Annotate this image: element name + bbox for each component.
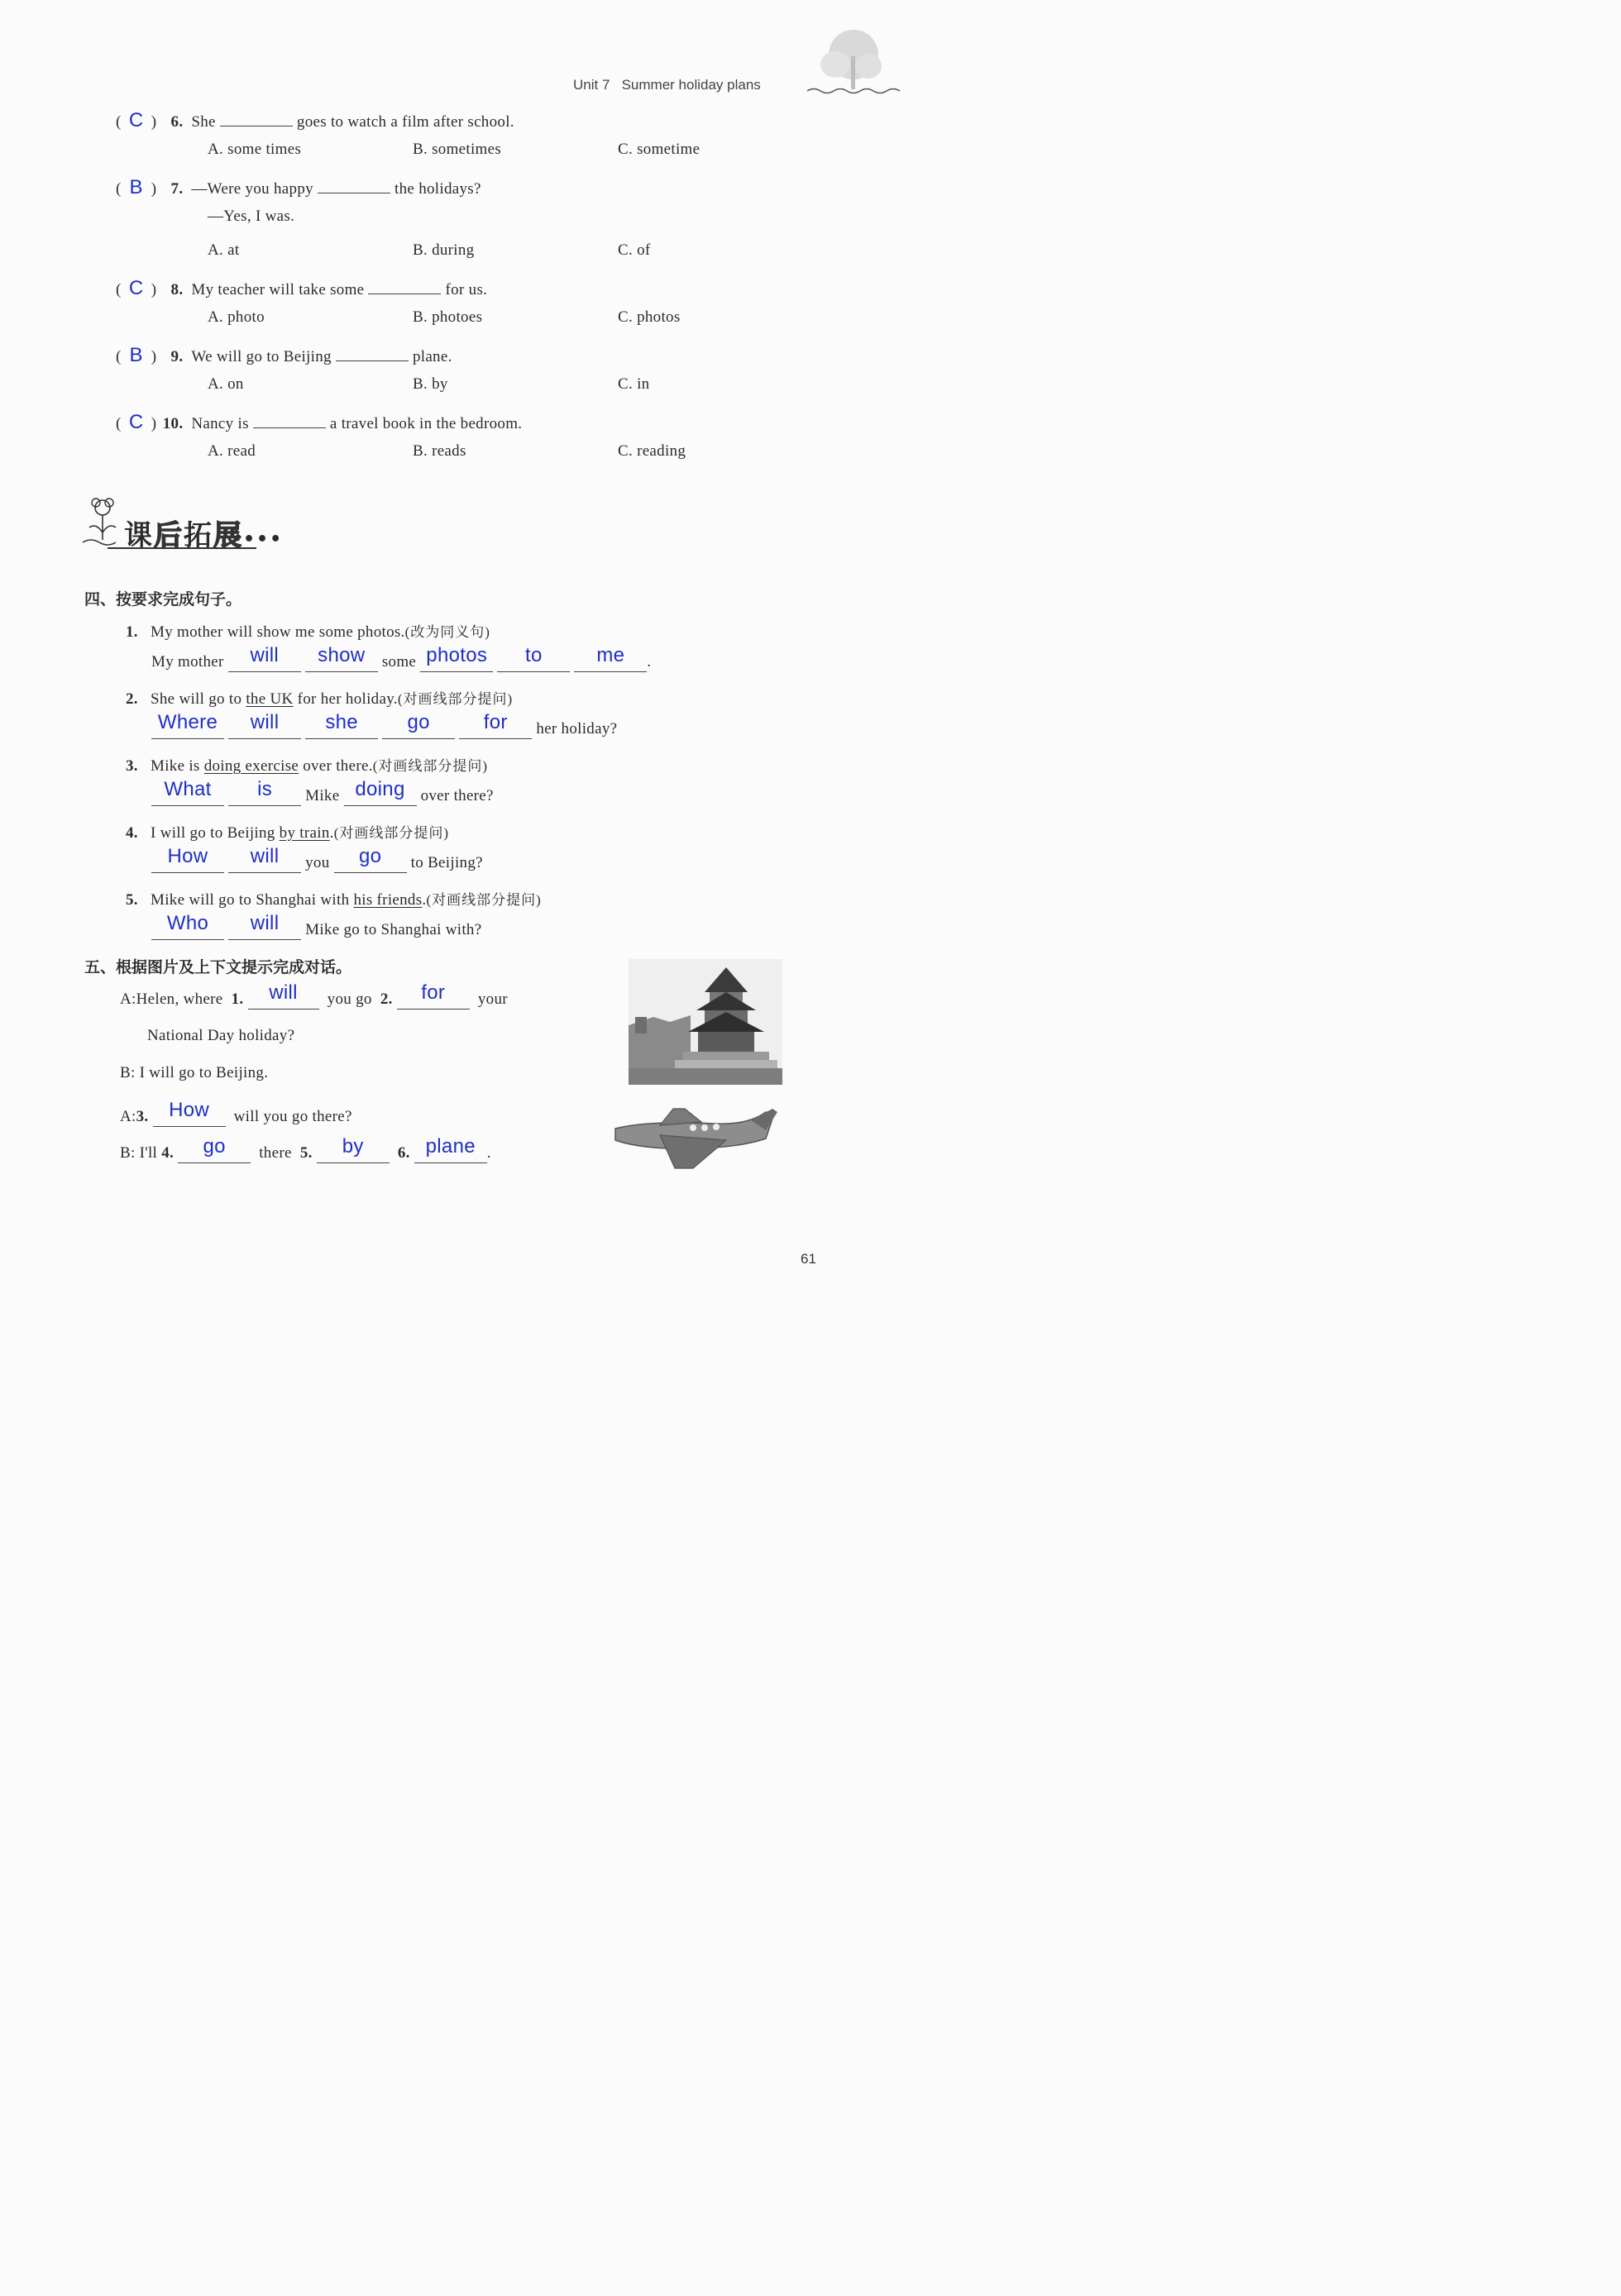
- option: C. sometime: [618, 141, 701, 158]
- answer-text: doing: [355, 778, 405, 800]
- dialog-line-4: B: I'll 4. go there 5. by 6. plane .: [120, 1135, 491, 1162]
- dialog-line-1b: National Day holiday?: [147, 1027, 295, 1044]
- question-stem: the holidays?: [394, 180, 481, 198]
- banner-char: 展: [213, 519, 243, 552]
- answer-blank: [334, 845, 407, 873]
- answer-blank: [305, 644, 378, 672]
- option: B. sometimes: [413, 141, 502, 158]
- answer-blank: [368, 275, 441, 294]
- answer-blank: [228, 644, 301, 672]
- item-number: 1.: [126, 623, 138, 641]
- item-number: 2.: [126, 690, 138, 708]
- dialog-line-3: A:3. How will you go there?: [120, 1099, 352, 1125]
- page-header: [573, 77, 761, 93]
- unit-label: Unit 7: [573, 77, 610, 93]
- sentence-prompt: 2. She will go to the UK for her holiday.(对画线部分提问): [126, 690, 514, 708]
- mc-question: ( C ) 8. My teacher will take some for us.: [116, 277, 488, 299]
- answer-text: she: [325, 711, 358, 733]
- answer-blank: [228, 912, 301, 940]
- mc-question: ( C ) 10. Nancy is a travel book in the bedroom.: [116, 411, 523, 433]
- question-stem: We will go to Beijing: [191, 348, 332, 365]
- answer-text: is: [257, 778, 273, 800]
- question-number: 9.: [170, 348, 184, 365]
- question-number: 8.: [170, 281, 184, 298]
- answer-blank: [420, 644, 493, 672]
- sentence-prompt: 5. Mike will go to Shanghai with his friends.(对画线部分提问): [126, 891, 542, 909]
- section-banner: 课后拓展•••: [124, 519, 284, 552]
- answer-line: Who will Mike go to Shanghai with?: [151, 921, 481, 940]
- answer-text: go: [358, 845, 382, 867]
- instruction-note: (改为同义句): [404, 624, 490, 640]
- answer-text: will: [250, 912, 280, 934]
- question-stem: plane.: [412, 348, 452, 365]
- option: B. photoes: [413, 308, 483, 326]
- banner-char: 后: [154, 519, 184, 552]
- dialog-line-1: A:Helen, where 1. will you go 2. for your: [120, 981, 508, 1008]
- answer-text: go: [203, 1135, 226, 1158]
- answer-text: Who: [166, 912, 209, 934]
- option: C. photos: [618, 308, 681, 326]
- option: C. reading: [618, 442, 686, 460]
- answer-text: go: [407, 711, 430, 733]
- option: C. in: [618, 375, 650, 393]
- answer-blank: [151, 711, 224, 739]
- answer-blank: [228, 711, 301, 739]
- section4-title: 四、按要求完成句子。: [84, 590, 242, 609]
- item-number: 5.: [126, 891, 138, 909]
- question-stem: a travel book in the bedroom.: [329, 415, 523, 432]
- question-stem: Nancy is: [191, 415, 249, 432]
- mc-answer: C: [128, 109, 144, 131]
- answer-blank: [382, 711, 455, 739]
- answer-blank: [344, 778, 417, 806]
- question-stem: —Were you happy: [191, 180, 313, 198]
- answer-text: will: [250, 711, 280, 733]
- answer-blank: [228, 778, 301, 806]
- answer-text: How: [167, 845, 208, 867]
- banner-underline: [108, 547, 256, 549]
- mc-answer: C: [128, 411, 144, 433]
- item-number: 3.: [126, 757, 138, 775]
- answer-text: to: [524, 644, 543, 666]
- answer-text: will: [250, 644, 279, 666]
- instruction-note: (对画线部分提问): [426, 892, 542, 908]
- mc-answer: B: [129, 176, 143, 198]
- option: C. of: [618, 241, 651, 259]
- question-number: 7.: [170, 180, 184, 198]
- answer-blank: [574, 644, 647, 672]
- answer-blank: [497, 644, 570, 672]
- answer-text: What: [164, 778, 212, 800]
- instruction-note: (对画线部分提问): [372, 758, 489, 774]
- option: A. on: [208, 375, 244, 393]
- answer-text: How: [169, 1099, 209, 1121]
- dialog-line-2: B: I will go to Beijing.: [120, 1064, 269, 1081]
- flower-icon: [81, 494, 124, 551]
- temple-of-heaven-image: [629, 959, 782, 1085]
- mc-answer: B: [129, 344, 143, 366]
- page-number: 61: [801, 1251, 816, 1267]
- answer-blank: [305, 711, 378, 739]
- tree-icon: [804, 23, 905, 96]
- option: B. by: [413, 375, 448, 393]
- answer-blank: [151, 845, 224, 873]
- answer-blank: [318, 174, 390, 193]
- answer-line: What is Mike doing over there?: [151, 787, 494, 806]
- sentence-prompt: 3. Mike is doing exercise over there.(对画线部分提问): [126, 757, 489, 775]
- instruction-note: (对画线部分提问): [397, 691, 514, 707]
- answer-text: show: [318, 644, 366, 666]
- instruction-note: (对画线部分提问): [333, 825, 450, 841]
- mc-question: ( C ) 6. She goes to watch a film after school.: [116, 109, 514, 131]
- answer-text: for: [483, 711, 508, 733]
- answer-text: will: [269, 981, 298, 1004]
- question-number: 10.: [162, 415, 184, 432]
- answer-text: plane: [425, 1135, 476, 1158]
- question-number: 6.: [170, 113, 184, 131]
- answer-blank: [151, 912, 224, 940]
- option: B. reads: [413, 442, 466, 460]
- answer-blank: [220, 107, 293, 126]
- answer-blank: [228, 845, 301, 873]
- answer-text: photos: [426, 644, 488, 666]
- banner-char: 拓: [184, 519, 213, 552]
- answer-blank: [459, 711, 532, 739]
- question-stem: She: [191, 113, 216, 131]
- question-stem: for us.: [445, 281, 488, 298]
- answer-line: How will you go to Beijing?: [151, 854, 483, 873]
- answer-text: me: [596, 644, 625, 666]
- section5-title: 五、根据图片及上下文提示完成对话。: [84, 958, 352, 976]
- answer-blank: [336, 342, 409, 361]
- answer-text: for: [421, 981, 446, 1004]
- mc-question: ( B ) 9. We will go to Beijing plane.: [116, 344, 452, 366]
- question-stem: My teacher will take some: [191, 281, 365, 298]
- sentence-prompt: 1. My mother will show me some photos.(改为同义句): [126, 623, 490, 641]
- mc-question: ( B ) 7. —Were you happy the holidays?: [116, 176, 481, 198]
- answer-line: Where will she go for her holiday?: [151, 720, 617, 739]
- answer-text: Where: [157, 711, 218, 733]
- mc-answer: C: [128, 277, 144, 299]
- answer-text: by: [342, 1135, 364, 1158]
- answer-line: My mother will show some photos to me .: [151, 644, 652, 671]
- option: A. at: [208, 241, 240, 259]
- option: B. during: [413, 241, 475, 259]
- banner-char: 课: [124, 519, 154, 552]
- item-number: 4.: [126, 824, 138, 842]
- answer-blank: [151, 778, 224, 806]
- option: A. photo: [208, 308, 265, 326]
- question-stem: goes to watch a film after school.: [296, 113, 514, 131]
- answer-blank: [253, 409, 326, 428]
- unit-title: Summer holiday plans: [621, 77, 761, 93]
- option: A. read: [208, 442, 256, 460]
- answer-text: will: [250, 845, 280, 867]
- reply-line: —Yes, I was.: [208, 208, 295, 225]
- airplane-image: [610, 1104, 784, 1172]
- option: A. some times: [208, 141, 302, 158]
- sentence-prompt: 4. I will go to Beijing by train.(对画线部分提问): [126, 824, 450, 842]
